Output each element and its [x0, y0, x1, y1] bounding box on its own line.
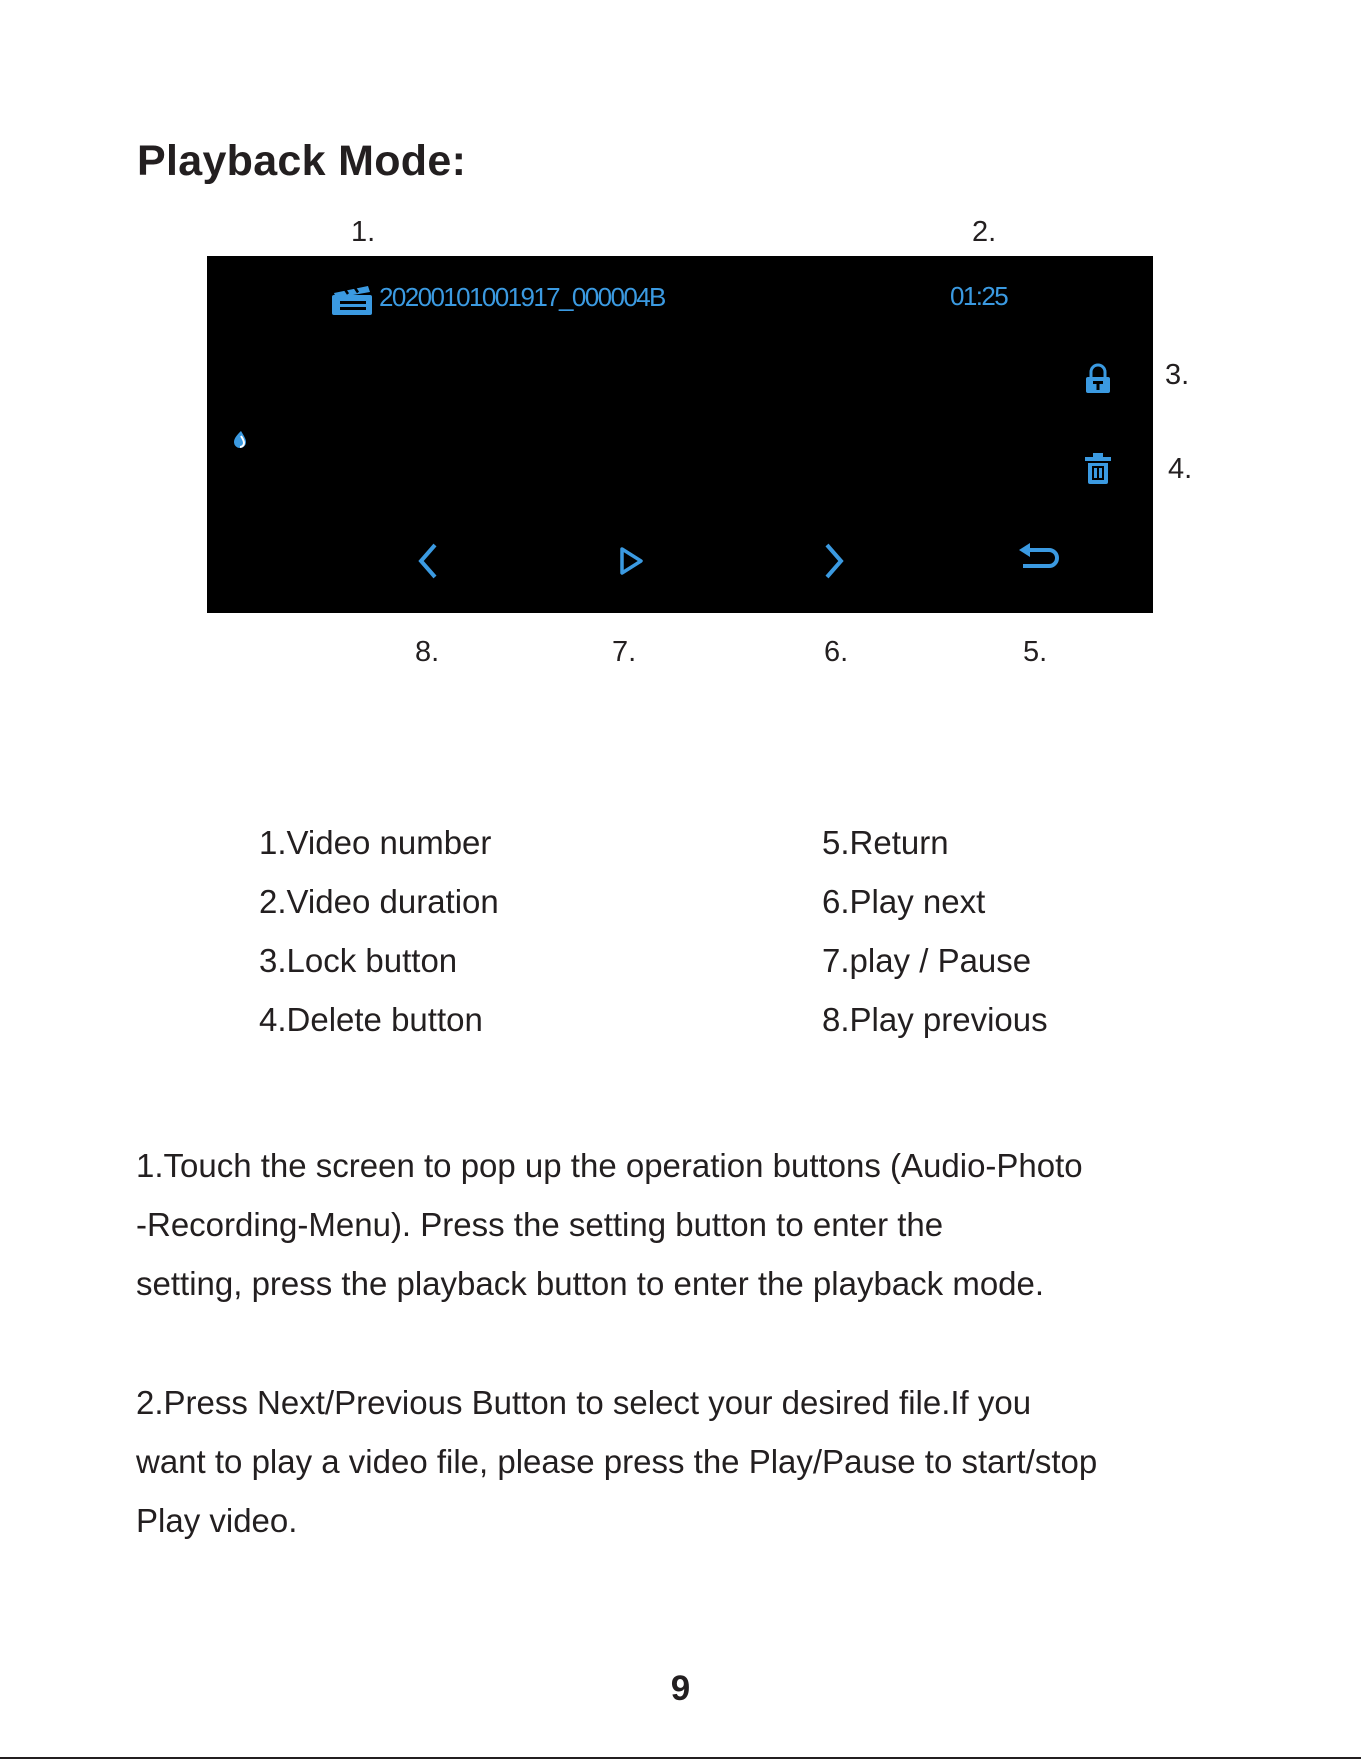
page-title: Playback Mode: [137, 137, 467, 185]
bottom-rule [0, 1757, 1361, 1759]
page-number: 9 [670, 1669, 691, 1708]
legend-item-video-duration: 2.Video duration [259, 883, 499, 920]
callout-1: 1. [351, 216, 376, 248]
return-icon[interactable] [1017, 542, 1061, 576]
instruction-2-line-3: Play video. [136, 1502, 298, 1539]
legend-item-return: 5.Return [822, 824, 949, 861]
next-icon[interactable] [819, 541, 849, 581]
video-number: 20200101001917_000004B [379, 282, 665, 312]
callout-7: 7. [612, 636, 637, 668]
callout-5: 5. [1023, 636, 1048, 668]
play-pause-icon[interactable] [616, 545, 646, 577]
callout-4: 4. [1168, 453, 1193, 485]
legend-item-play-next: 6.Play next [822, 883, 986, 920]
callout-2: 2. [972, 216, 997, 248]
legend-item-lock-button: 3.Lock button [259, 942, 458, 979]
instruction-2-line-1: 2.Press Next/Previous Button to select your desired file.If you [136, 1384, 1032, 1421]
drop-icon [232, 430, 248, 450]
video-file-icon [330, 284, 374, 316]
instruction-1-line-1: 1.Touch the screen to pop up the operation buttons (Audio-Photo [136, 1147, 1083, 1184]
previous-icon[interactable] [413, 541, 443, 581]
playback-screen-illustration [207, 256, 1153, 613]
lock-icon[interactable] [1083, 363, 1113, 395]
legend-item-play-previous: 8.Play previous [822, 1001, 1048, 1038]
legend-item-delete-button: 4.Delete button [259, 1001, 483, 1038]
legend-item-play-pause: 7.play / Pause [822, 942, 1032, 979]
instruction-1-line-3: setting, press the playback button to enter the playback mode. [136, 1265, 1045, 1302]
instruction-1-line-2: -Recording-Menu). Press the setting button to enter the [136, 1206, 944, 1243]
legend-item-video-number: 1.Video number [259, 824, 492, 861]
callout-8: 8. [415, 636, 440, 668]
instruction-paragraph-1 [136, 1136, 1256, 1313]
instruction-paragraph-2 [136, 1373, 1256, 1550]
delete-icon[interactable] [1083, 451, 1113, 485]
video-duration: 01:25 [950, 281, 1008, 311]
instruction-2-line-2: want to play a video file, please press the Play/Pause to start/stop [136, 1443, 1098, 1480]
callout-3: 3. [1165, 359, 1190, 391]
callout-6: 6. [824, 636, 849, 668]
